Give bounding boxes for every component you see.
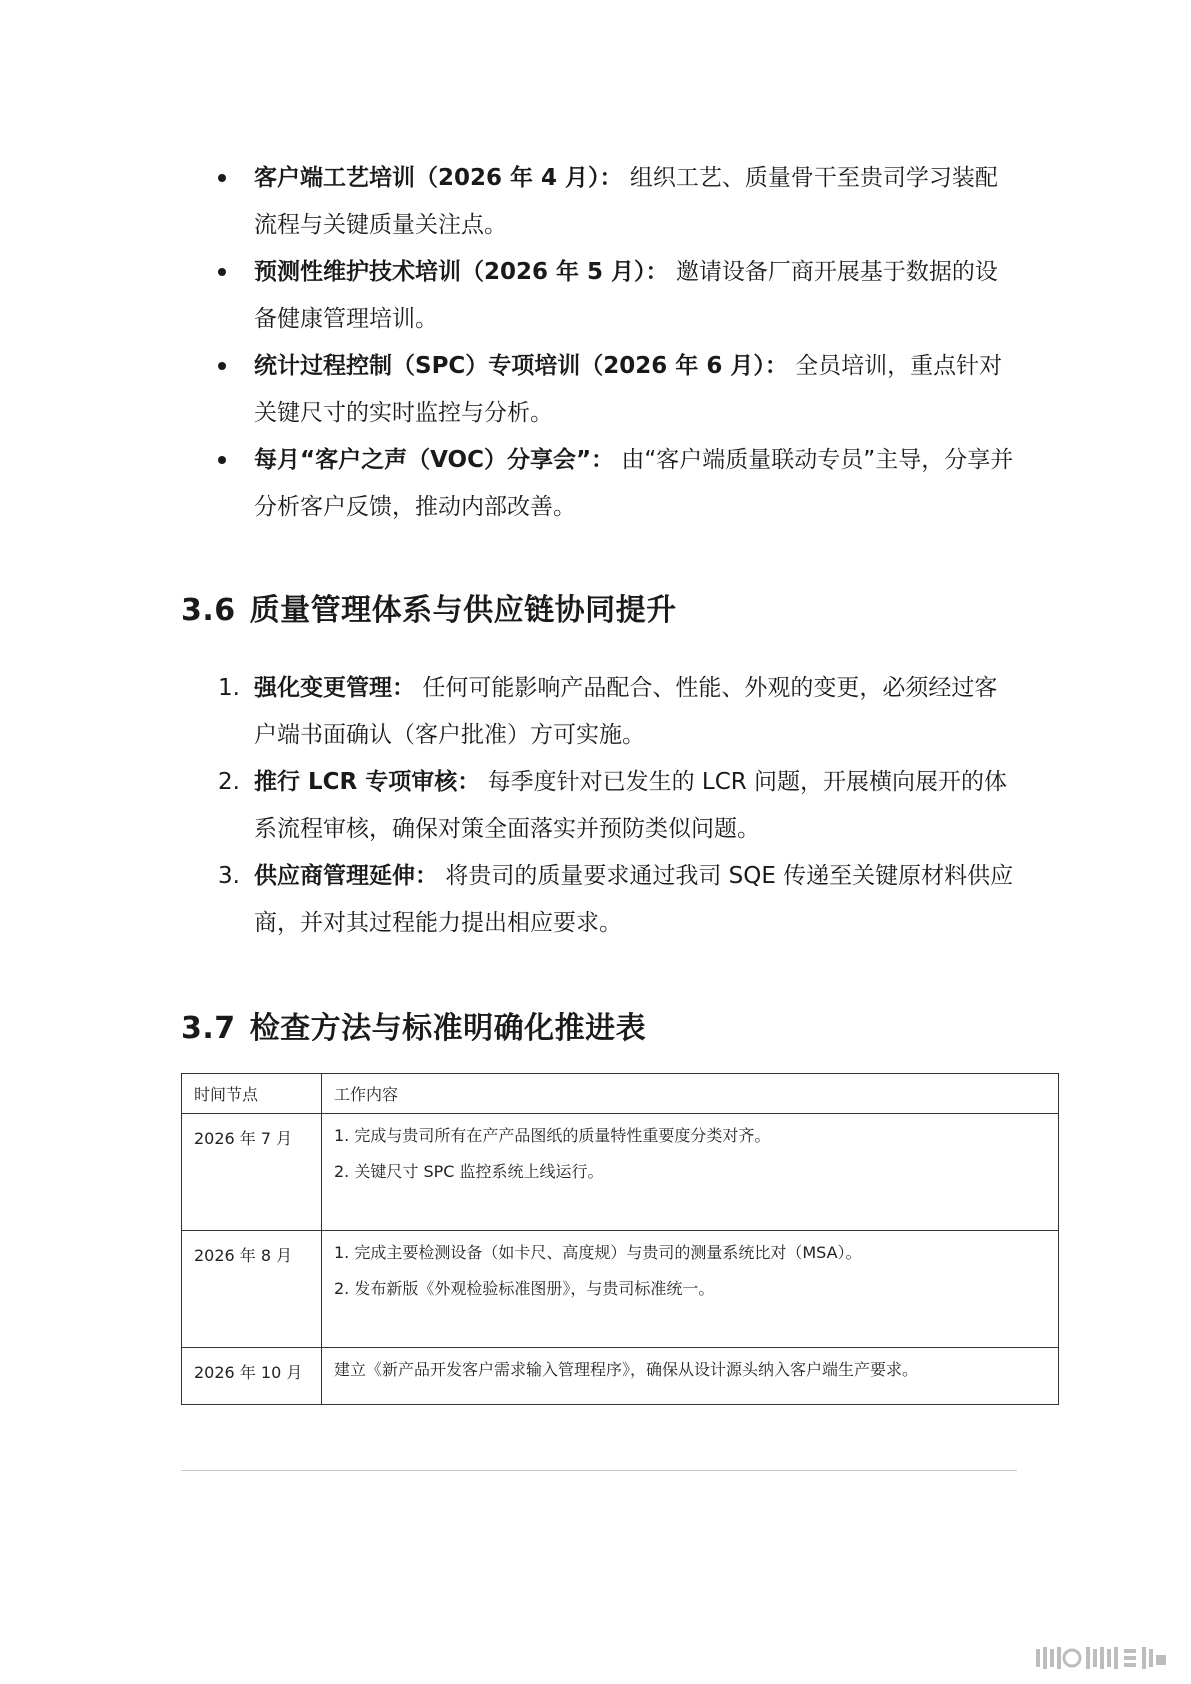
section-heading-3-7 [181,1003,646,1047]
training-bullet-list [218,155,1018,531]
section-heading-3-6 [181,585,677,629]
bullet-text: 组织工艺、质量骨干至贵司学习装配流程与关键质量关注点。 [254,165,998,238]
bullet-lead: 客户端工艺培训（2026 年 4 月）： [254,165,623,191]
bullet-text: 邀请设备厂商开展基于数据的设备健康管理培训。 [254,259,998,332]
content-line: 1. 完成主要检测设备（如卡尺、高度规）与贵司的测量系统比对（MSA）。 [334,1243,862,1262]
section-title: 质量管理体系与供应链协同提升 [249,593,677,628]
content-cell [322,1114,1059,1231]
table-header-row [182,1074,1059,1114]
content-line: 2. 关键尺寸 SPC 监控系统上线运行。 [334,1162,604,1181]
bullet-lead: 预测性维护技术培训（2026 年 5 月）： [254,259,669,285]
content-line: 2. 发布新版《外观检验标准图册》，与贵司标准统一。 [334,1279,715,1298]
bullet-text: 由“客户端质量联动专员”主导，分享并分析客户反馈，推动内部改善。 [254,447,1014,520]
time-cell: 2026 年 8 月 [182,1231,322,1348]
table-row [182,1231,1059,1348]
content-line: 建立《新产品开发客户需求输入管理程序》，确保从设计源头纳入客户端生产要求。 [334,1360,919,1379]
table-row [182,1348,1059,1405]
bullet-lead: 统计过程控制（SPC）专项培训（2026 年 6 月）： [254,353,788,379]
time-cell: 2026 年 10 月 [182,1348,322,1405]
table-header-cell: 时间节点 [182,1074,322,1114]
table-row [182,1114,1059,1231]
bullet-icon [218,456,226,464]
page-divider [181,1470,1017,1471]
section-number: 3.6 [181,593,236,628]
bullet-lead: 每月“客户之声（VOC）分享会”： [254,447,615,473]
numbered-list [218,665,1018,947]
item-lead: 推行 LCR 专项审核： [254,769,481,795]
item-text: 每季度针对已发生的 LCR 问题，开展横向展开的体系流程审核，确保对策全面落实并预防类似问题。 [254,769,1008,842]
table-header-cell: 工作内容 [322,1074,1059,1114]
item-text: 将贵司的质量要求通过我司 SQE 传递至关键原材料供应商，并对其过程能力提出相应要求。 [254,863,1014,936]
content-cell [322,1348,1059,1405]
list-item [218,437,1018,531]
content-cell [322,1231,1059,1348]
section-number: 3.7 [181,1011,236,1046]
schedule-table [181,1073,1059,1405]
bullet-icon [218,268,226,276]
bullet-text: 全员培训，重点针对关键尺寸的实时监控与分析。 [254,353,1003,426]
list-item [218,249,1018,343]
list-item [218,155,1018,249]
list-item [218,759,1018,853]
time-cell: 2026 年 7 月 [182,1114,322,1231]
watermark [1034,1640,1184,1676]
item-lead: 强化变更管理： [254,675,415,701]
content-line: 1. 完成与贵司所有在产产品图纸的质量特性重要度分类对齐。 [334,1126,771,1145]
list-item [218,853,1018,947]
item-lead: 供应商管理延伸： [254,863,438,889]
list-number: 2. [218,769,240,795]
bullet-icon [218,174,226,182]
list-number: 3. [218,863,240,889]
section-title: 检查方法与标准明确化推进表 [249,1011,647,1046]
list-item [218,343,1018,437]
list-item [218,665,1018,759]
bullet-icon [218,362,226,370]
platform-logo-icon [1034,1643,1174,1673]
list-number: 1. [218,675,240,701]
item-text: 任何可能影响产品配合、性能、外观的变更，必须经过客户端书面确认（客户批准）方可实施。 [254,675,998,748]
